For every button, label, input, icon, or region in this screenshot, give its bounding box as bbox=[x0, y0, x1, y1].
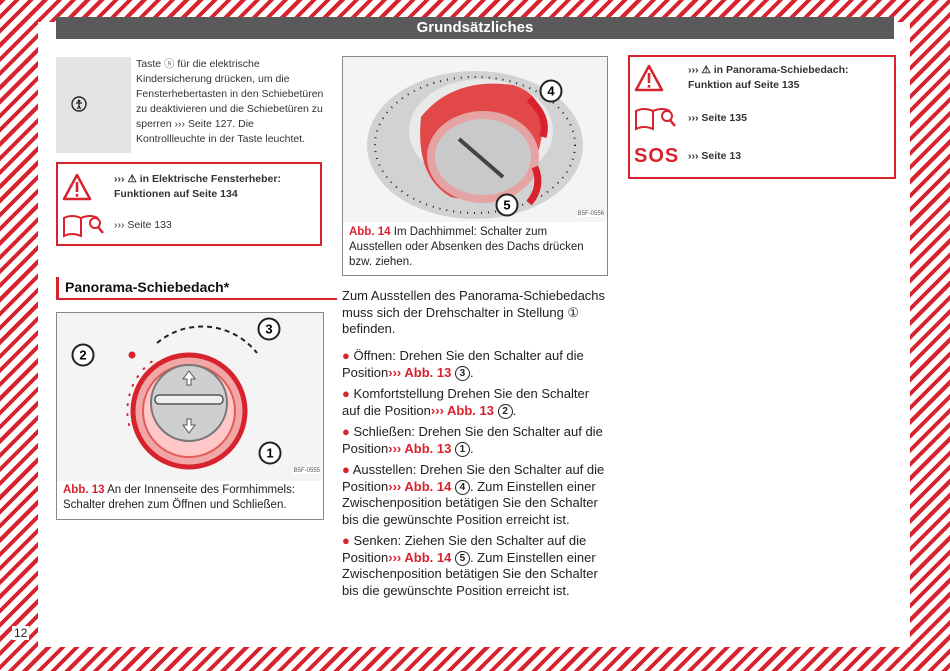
right-sos-link[interactable]: ››› Seite 13 bbox=[688, 150, 742, 162]
bullet-item bbox=[342, 386, 610, 419]
figure-reference-link[interactable]: ››› Abb. 13 bbox=[430, 402, 494, 418]
bullet-after-text: . bbox=[469, 440, 474, 456]
bullet-dot: ● bbox=[342, 462, 350, 477]
bullet-dot: ● bbox=[342, 424, 350, 439]
sos-icon: SOS bbox=[634, 145, 680, 167]
page-number: 12 bbox=[14, 626, 28, 640]
callout-5 bbox=[495, 193, 519, 217]
figure-reference-link[interactable]: ››› Abb. 14 bbox=[388, 549, 452, 565]
bullet-item bbox=[342, 533, 610, 599]
figure-14-illustration bbox=[343, 57, 607, 222]
child-lock-icon bbox=[71, 96, 87, 112]
figure-13-label: Abb. 13 bbox=[63, 484, 105, 496]
bullet-after-text: . Zum Einstellen einer Zwischenposition betätigen Sie den Schalter bis die gewünschte Position erreicht ist. bbox=[342, 549, 598, 598]
figure-13 bbox=[56, 312, 324, 520]
position-number: 4 bbox=[455, 480, 470, 495]
child-lock-icon-box bbox=[56, 57, 131, 153]
svg-text:2: 2 bbox=[79, 347, 87, 363]
svg-text:3: 3 bbox=[265, 321, 273, 337]
figure-13-caption-text: An der Innenseite des Formhimmels: Schalter drehen zum Öffnen und Schließen. bbox=[63, 484, 296, 511]
position-number: 5 bbox=[455, 551, 470, 566]
figure-reference-link[interactable]: ››› Abb. 13 bbox=[388, 364, 452, 380]
position-number: 3 bbox=[455, 366, 470, 381]
child-lock-block bbox=[56, 57, 322, 153]
section-title: Panorama-Schiebedach* bbox=[56, 277, 337, 300]
bullet-text: Schließen: Drehen Sie den Schalter auf die Position bbox=[342, 424, 603, 456]
callout-4 bbox=[539, 79, 563, 103]
figure-13-caption bbox=[63, 483, 317, 513]
callout-3 bbox=[257, 317, 281, 341]
right-warning-link[interactable]: ››› ⚠ in Panorama-Schiebedach: Funktion auf Seite 135 bbox=[688, 64, 849, 91]
warning-triangle-icon bbox=[62, 173, 92, 201]
bullet-dot: ● bbox=[342, 348, 350, 363]
figure-14-caption bbox=[349, 225, 601, 270]
callout-2 bbox=[71, 343, 95, 367]
left-read-row bbox=[62, 212, 172, 238]
bullet-text: Ausstellen: Drehen Sie den Schalter auf die Position bbox=[342, 462, 605, 494]
figure-14-label: Abb. 14 bbox=[349, 226, 391, 238]
figure-14-code: B5F-0556 bbox=[577, 211, 604, 217]
figure-14-caption-text: Im Dachhimmel: Schalter zum Ausstellen oder Absenken des Dachs drücken bzw. ziehen. bbox=[349, 226, 584, 268]
figure-reference-link[interactable]: ››› Abb. 13 bbox=[388, 440, 452, 456]
bullet-dot: ● bbox=[342, 386, 350, 401]
figure-reference-link[interactable]: ››› Abb. 14 bbox=[388, 478, 452, 494]
svg-text:5: 5 bbox=[503, 197, 511, 213]
right-read-row bbox=[634, 105, 747, 131]
svg-text:1: 1 bbox=[266, 445, 274, 461]
position-number: 2 bbox=[498, 404, 513, 419]
right-read-link[interactable]: ››› Seite 135 bbox=[688, 111, 747, 124]
warning-triangle-icon bbox=[634, 64, 664, 92]
bullet-after-text: . bbox=[512, 402, 517, 418]
page-header: Grundsätzliches bbox=[56, 17, 894, 39]
left-read-link[interactable]: ››› Seite 133 bbox=[114, 218, 172, 231]
bullet-dot: ● bbox=[342, 533, 350, 548]
bullet-list bbox=[342, 348, 610, 604]
bullet-item bbox=[342, 348, 610, 381]
intro-text: Zum Ausstellen des Panorama-Schiebedachs muss sich der Drehschalter in Stellung ① befinden. bbox=[342, 288, 606, 336]
left-warning-box bbox=[56, 162, 322, 246]
position-number: 1 bbox=[455, 442, 470, 457]
manual-page bbox=[14, 19, 910, 647]
callout-1 bbox=[258, 441, 282, 465]
bullet-text: Komfortstellung Drehen Sie den Schalter auf die Position bbox=[342, 386, 590, 418]
bullet-item bbox=[342, 462, 610, 528]
right-warning-box bbox=[628, 55, 896, 179]
bullet-text: Senken: Ziehen Sie den Schalter auf die Position bbox=[342, 533, 587, 565]
figure-13-code: B5F-0555 bbox=[293, 468, 320, 474]
figure-14 bbox=[342, 56, 608, 276]
right-sos-row bbox=[634, 145, 741, 168]
figure-13-illustration bbox=[57, 313, 323, 481]
right-warning-row bbox=[634, 63, 883, 93]
bullet-text: Öffnen: Drehen Sie den Schalter auf die Position bbox=[342, 348, 584, 380]
bullet-item bbox=[342, 424, 610, 457]
book-read-icon bbox=[634, 105, 678, 131]
child-lock-text: Taste ⓢ für die elektrische Kindersicherung drücken, um die Fensterhebertasten in den Schiebetüren zu deaktivieren und die Schiebetüren zu sperren ››› Seite 127. Die Kontrollleuchte in der Taste leuchtet. bbox=[136, 58, 324, 145]
svg-text:4: 4 bbox=[547, 83, 555, 99]
bullet-after-text: . Zum Einstellen einer Zwischenposition betätigen Sie den Schalter bis die gewünschte Position erreicht ist. bbox=[342, 478, 598, 527]
left-warning-link[interactable]: ››› ⚠ in Elektrische Fensterheber: Funktionen auf Seite 134 bbox=[114, 173, 281, 200]
left-warning-row bbox=[62, 172, 304, 202]
book-read-icon bbox=[62, 212, 106, 238]
bullet-after-text: . bbox=[469, 364, 474, 380]
